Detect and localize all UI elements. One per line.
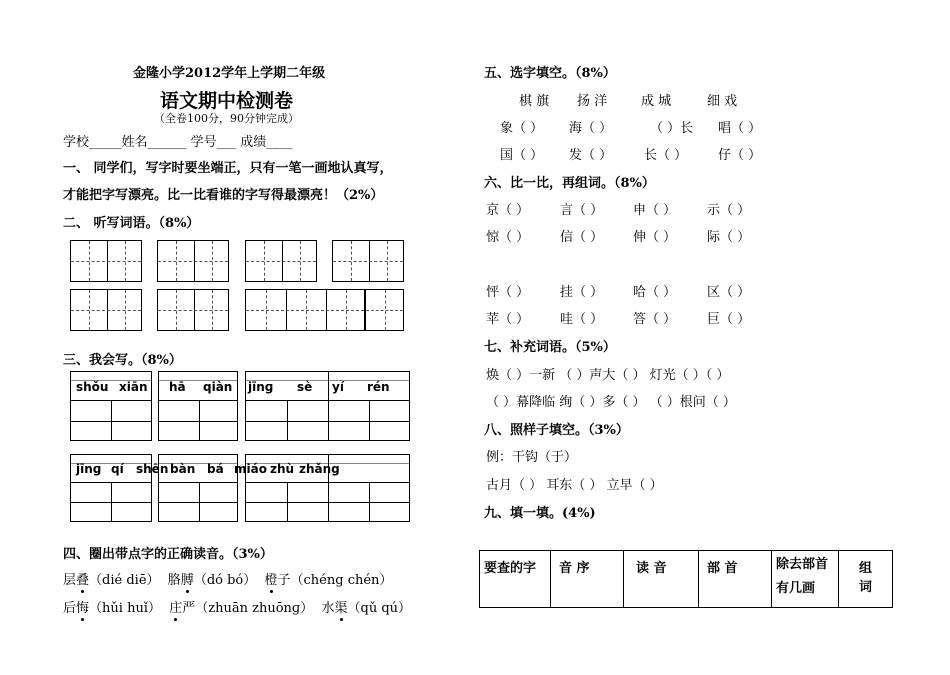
q1-line1: 一、 同学们，写字时要坐端正，只有一笔一画地认真写， bbox=[63, 161, 393, 176]
school-line: 金隆小学2012学年上学期二年级 bbox=[133, 66, 326, 81]
table-header: 读 音 bbox=[624, 551, 699, 608]
page-title: 语文期中检测卷 bbox=[160, 90, 294, 112]
q4-title: 四、圈出带点字的正确读音。（3%） bbox=[63, 547, 273, 562]
dictation-box[interactable] bbox=[157, 289, 229, 331]
dictation-box[interactable] bbox=[70, 240, 142, 282]
q3-title: 三、我会写。（8%） bbox=[63, 353, 182, 368]
dictation-box[interactable] bbox=[157, 240, 229, 282]
fill-blank[interactable]: 哇（ ） bbox=[560, 312, 604, 327]
fill-blank[interactable]: 怦（ ） bbox=[486, 285, 530, 300]
pinyin-label: sè bbox=[297, 380, 313, 394]
q8-example: 例：干钩（于） bbox=[486, 450, 578, 465]
fill-blank[interactable]: 答（ ） bbox=[633, 312, 677, 327]
dictation-box[interactable] bbox=[332, 240, 404, 282]
pinyin-label: jīnɡ bbox=[248, 380, 274, 394]
table-header: 除去部首有几画 bbox=[772, 551, 839, 608]
fill-blank[interactable]: 言（ ） bbox=[560, 203, 604, 218]
q5-title: 五、选字填空。（8%） bbox=[484, 66, 616, 81]
pinyin-label: qiàn bbox=[203, 380, 233, 394]
table-header: 部 首 bbox=[699, 551, 772, 608]
q4-line1: 层叠（dié diē） 胳膊（dó bó） 橙子（chéng chén） bbox=[63, 573, 393, 588]
fill-blank[interactable]: 申（ ） bbox=[633, 203, 677, 218]
fill-blank[interactable]: 发（ ） bbox=[569, 148, 613, 163]
fill-blank[interactable]: 挂（ ） bbox=[560, 285, 604, 300]
pinyin-label: hā bbox=[169, 380, 186, 394]
table-header: 组 词 bbox=[839, 551, 893, 608]
q7-title: 七、补充词语。（5%） bbox=[484, 340, 616, 355]
pinyin-label: miáo bbox=[234, 462, 267, 476]
q2-title: 二、 听写词语。（8%） bbox=[63, 216, 200, 231]
fill-blank[interactable]: 仔（ ） bbox=[718, 148, 762, 163]
option-pair: 成 城 bbox=[641, 94, 672, 109]
fill-blank[interactable]: 示（ ） bbox=[707, 203, 751, 218]
dictation-box[interactable] bbox=[245, 289, 365, 331]
pinyin-label: xiān bbox=[119, 380, 148, 394]
fill-blank[interactable]: 长（ ） bbox=[644, 148, 688, 163]
fill-blank[interactable]: 巨（ ） bbox=[707, 312, 751, 327]
fill-blank[interactable]: 国（ ） bbox=[500, 148, 544, 163]
pinyin-label: shēn bbox=[136, 462, 169, 476]
q8-line[interactable]: 古月（ ） 耳东（ ） 立早（ ） bbox=[486, 478, 663, 493]
fill-blank[interactable]: （ ）长 bbox=[650, 121, 694, 136]
q8-title: 八、照样子填空。（3%） bbox=[484, 423, 629, 438]
page-subtitle: （全卷100分，90分钟完成） bbox=[154, 112, 299, 125]
dictation-box[interactable] bbox=[245, 240, 317, 282]
dictation-box[interactable] bbox=[70, 289, 142, 331]
pinyin-label: bá bbox=[207, 462, 224, 476]
pinyin-label: bàn bbox=[170, 462, 196, 476]
pinyin-label: jīnɡ bbox=[76, 462, 102, 476]
fill-blank[interactable]: 信（ ） bbox=[560, 230, 604, 245]
q4-line2: 后悔（hǔi huǐ） 庄严（zhuān zhuōnɡ） 水渠（qǔ qú） bbox=[63, 601, 412, 616]
fill-blank[interactable]: 区（ ） bbox=[707, 285, 751, 300]
q1-line2: 才能把字写漂亮。比一比看谁的字写得最漂亮！（2%） bbox=[63, 188, 384, 203]
pinyin-label: qí bbox=[111, 462, 124, 476]
fill-blank[interactable]: 唱（ ） bbox=[718, 121, 762, 136]
dictionary-table bbox=[479, 550, 893, 608]
pinyin-label: shǒu bbox=[76, 380, 109, 394]
q9-title: 九、填一填。(4%) bbox=[484, 506, 596, 521]
option-pair: 扬 洋 bbox=[577, 94, 608, 109]
fill-blank[interactable]: 象（ ） bbox=[500, 121, 544, 136]
fill-blank[interactable]: 惊（ ） bbox=[486, 230, 530, 245]
fill-blank[interactable]: 京（ ） bbox=[486, 203, 530, 218]
pinyin-label: rén bbox=[367, 380, 390, 394]
q6-title: 六、比一比，再组词。（8%） bbox=[484, 176, 655, 191]
table-header: 要查的字 bbox=[480, 551, 551, 608]
pinyin-label: zhǎng bbox=[299, 462, 340, 476]
q7-line2[interactable]: （ ）幕降临 绚（ ）多（ ） （ ）根问（ ） bbox=[486, 395, 736, 410]
fill-blank[interactable]: 哈（ ） bbox=[633, 285, 677, 300]
student-info-line: 学校_____姓名______ 学号___ 成绩____ bbox=[63, 135, 293, 150]
fill-blank[interactable]: 海（ ） bbox=[569, 121, 613, 136]
fill-blank[interactable]: 际（ ） bbox=[707, 230, 751, 245]
pinyin-label: yí bbox=[332, 380, 344, 394]
fill-blank[interactable]: 伸（ ） bbox=[633, 230, 677, 245]
dictation-box[interactable] bbox=[365, 289, 404, 331]
option-pair: 细 戏 bbox=[707, 94, 738, 109]
option-pair: 棋 旗 bbox=[519, 94, 550, 109]
q7-line1[interactable]: 焕（ ）一新 （ ）声大（ ） 灯光（ ）（ ） bbox=[486, 368, 730, 383]
pinyin-label: zhù bbox=[270, 462, 295, 476]
table-header: 音 序 bbox=[551, 551, 624, 608]
fill-blank[interactable]: 苹（ ） bbox=[486, 312, 530, 327]
